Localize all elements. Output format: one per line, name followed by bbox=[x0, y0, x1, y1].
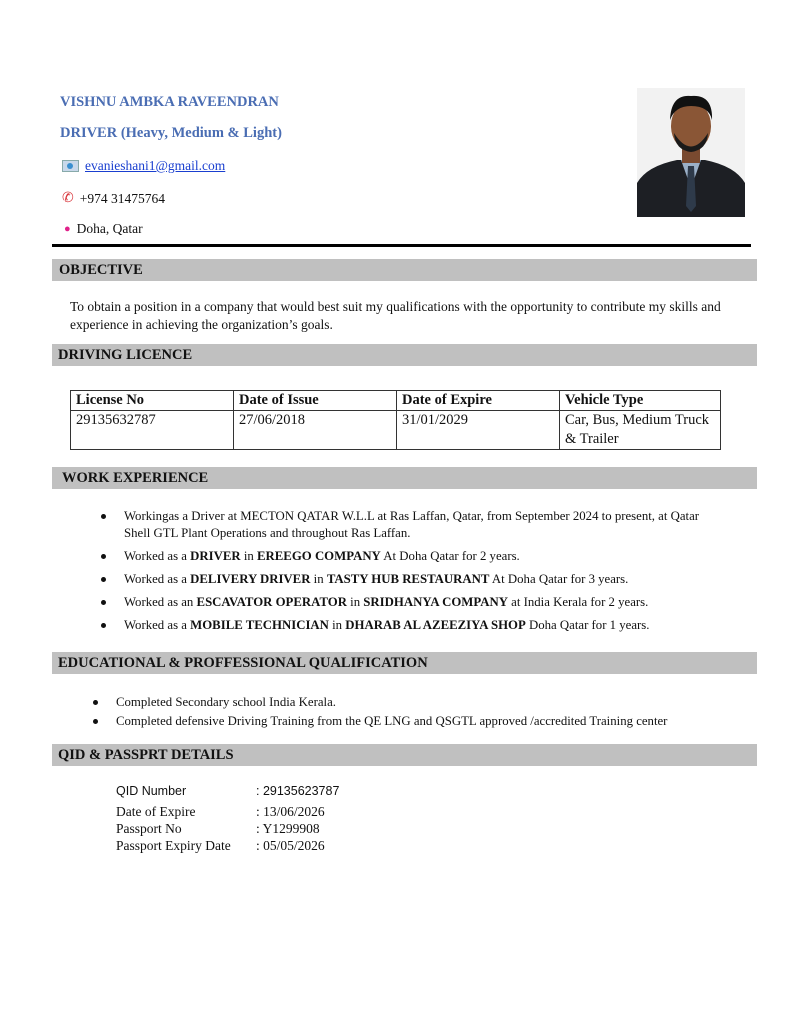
item-text: Workingas a Driver at MECTON QATAR W.L.L at Ras Laffan, Qatar, from September 2024 to present, at Qatar Shell GTL Plant Operations and throughout Ras Laffan. bbox=[124, 509, 700, 540]
field-label: Passport No bbox=[116, 821, 182, 836]
profile-photo bbox=[637, 88, 745, 217]
column-header: License No bbox=[71, 391, 234, 411]
column-header: Vehicle Type bbox=[560, 391, 721, 411]
list-item bbox=[98, 508, 718, 542]
issue-date-cell: 27/06/2018 bbox=[234, 411, 397, 450]
item-text: Worked as a bbox=[124, 549, 191, 563]
qid-details bbox=[116, 783, 339, 854]
section-education-heading bbox=[52, 652, 757, 674]
job-title: DRIVER (Heavy, Medium & Light) bbox=[60, 125, 282, 141]
email-icon bbox=[62, 160, 79, 172]
company-text: EREEGO COMPANY bbox=[256, 549, 381, 563]
field-label: Date of Expire bbox=[116, 804, 196, 819]
phone-number: +974 31475764 bbox=[79, 190, 165, 206]
work-list bbox=[98, 508, 718, 640]
company-text: DHARAB AL AZEEZIYA SHOP bbox=[345, 618, 526, 632]
location-pin-icon: ● bbox=[64, 223, 71, 235]
objective-text: To obtain a position in a company that would best suit my qualifications with the opportunity to contribute my skills and experience in achieving the organization’s goals. bbox=[70, 299, 721, 332]
list-item bbox=[98, 617, 718, 634]
list-item: Completed Secondary school India Kerala. bbox=[90, 694, 740, 711]
column-header: Date of Issue bbox=[234, 391, 397, 411]
field-value: : 05/05/2026 bbox=[256, 838, 325, 853]
company-text: SRIDHANYA COMPANY bbox=[363, 595, 508, 609]
passport-expiry-row bbox=[116, 837, 339, 854]
item-text: At Doha Qatar for 3 years. bbox=[489, 572, 629, 586]
expiry-date-cell: 31/01/2029 bbox=[397, 411, 560, 450]
qid-number-row bbox=[116, 783, 339, 800]
licence-table bbox=[70, 390, 721, 450]
phone-row bbox=[62, 190, 165, 207]
item-text: in bbox=[240, 549, 257, 563]
item-text: Worked as a bbox=[124, 618, 191, 632]
passport-number-row bbox=[116, 820, 339, 837]
item-text: Worked as an bbox=[124, 595, 197, 609]
item-text: At Doha Qatar for 2 years. bbox=[380, 549, 520, 563]
list-item bbox=[98, 594, 718, 611]
candidate-name: VISHNU AMBKA RAVEENDRAN bbox=[60, 94, 279, 110]
role-text: ESCAVATOR OPERATOR bbox=[196, 595, 347, 609]
license-number-cell: 29135632787 bbox=[71, 411, 234, 450]
location-text: Doha, Qatar bbox=[76, 221, 143, 236]
section-objective-heading bbox=[52, 259, 757, 281]
item-text: in bbox=[346, 595, 364, 609]
vehicle-type-cell: Car, Bus, Medium Truck & Trailer bbox=[560, 411, 721, 450]
field-label: Passport Expiry Date bbox=[116, 838, 231, 853]
email-link[interactable]: evanieshani1@gmail.com bbox=[85, 158, 226, 173]
heading-text: DRIVING LICENCE bbox=[58, 347, 193, 363]
role-text: DELIVERY DRIVER bbox=[190, 572, 311, 586]
qid-expiry-row bbox=[116, 803, 339, 820]
phone-icon: ✆ bbox=[62, 191, 74, 206]
section-work-heading bbox=[52, 467, 757, 489]
location-row bbox=[64, 221, 143, 237]
role-text: MOBILE TECHNICIAN bbox=[190, 618, 329, 632]
item-text: Worked as a bbox=[124, 572, 191, 586]
list-item bbox=[98, 548, 718, 565]
email-row bbox=[62, 158, 225, 174]
section-qid-heading bbox=[52, 744, 757, 766]
item-text: Doha Qatar for 1 years. bbox=[525, 618, 650, 632]
education-list bbox=[90, 694, 740, 736]
item-text: in bbox=[328, 618, 346, 632]
section-licence-heading bbox=[52, 344, 757, 366]
table-header-row bbox=[71, 391, 721, 411]
list-item: Completed defensive Driving Training from the QE LNG and QSGTL approved /accredited Training center bbox=[90, 713, 740, 730]
role-text: DRIVER bbox=[190, 549, 241, 563]
heading-text: OBJECTIVE bbox=[59, 262, 143, 278]
company-text: TASTY HUB RESTAURANT bbox=[326, 572, 490, 586]
column-header: Date of Expire bbox=[397, 391, 560, 411]
field-label: QID Number bbox=[116, 784, 187, 798]
heading-text: WORK EXPERIENCE bbox=[62, 470, 209, 486]
heading-text: QID & PASSPRT DETAILS bbox=[58, 747, 234, 763]
heading-text: EDUCATIONAL & PROFFESSIONAL QUALIFICATION bbox=[58, 655, 428, 671]
header-divider bbox=[52, 244, 751, 247]
table-row bbox=[71, 411, 721, 450]
item-text: at India Kerala for 2 years. bbox=[507, 595, 649, 609]
field-value: : 13/06/2026 bbox=[256, 804, 325, 819]
list-item bbox=[98, 571, 718, 588]
field-value: : Y1299908 bbox=[256, 821, 320, 836]
field-value: : 29135623787 bbox=[256, 784, 340, 798]
item-text: in bbox=[310, 572, 327, 586]
